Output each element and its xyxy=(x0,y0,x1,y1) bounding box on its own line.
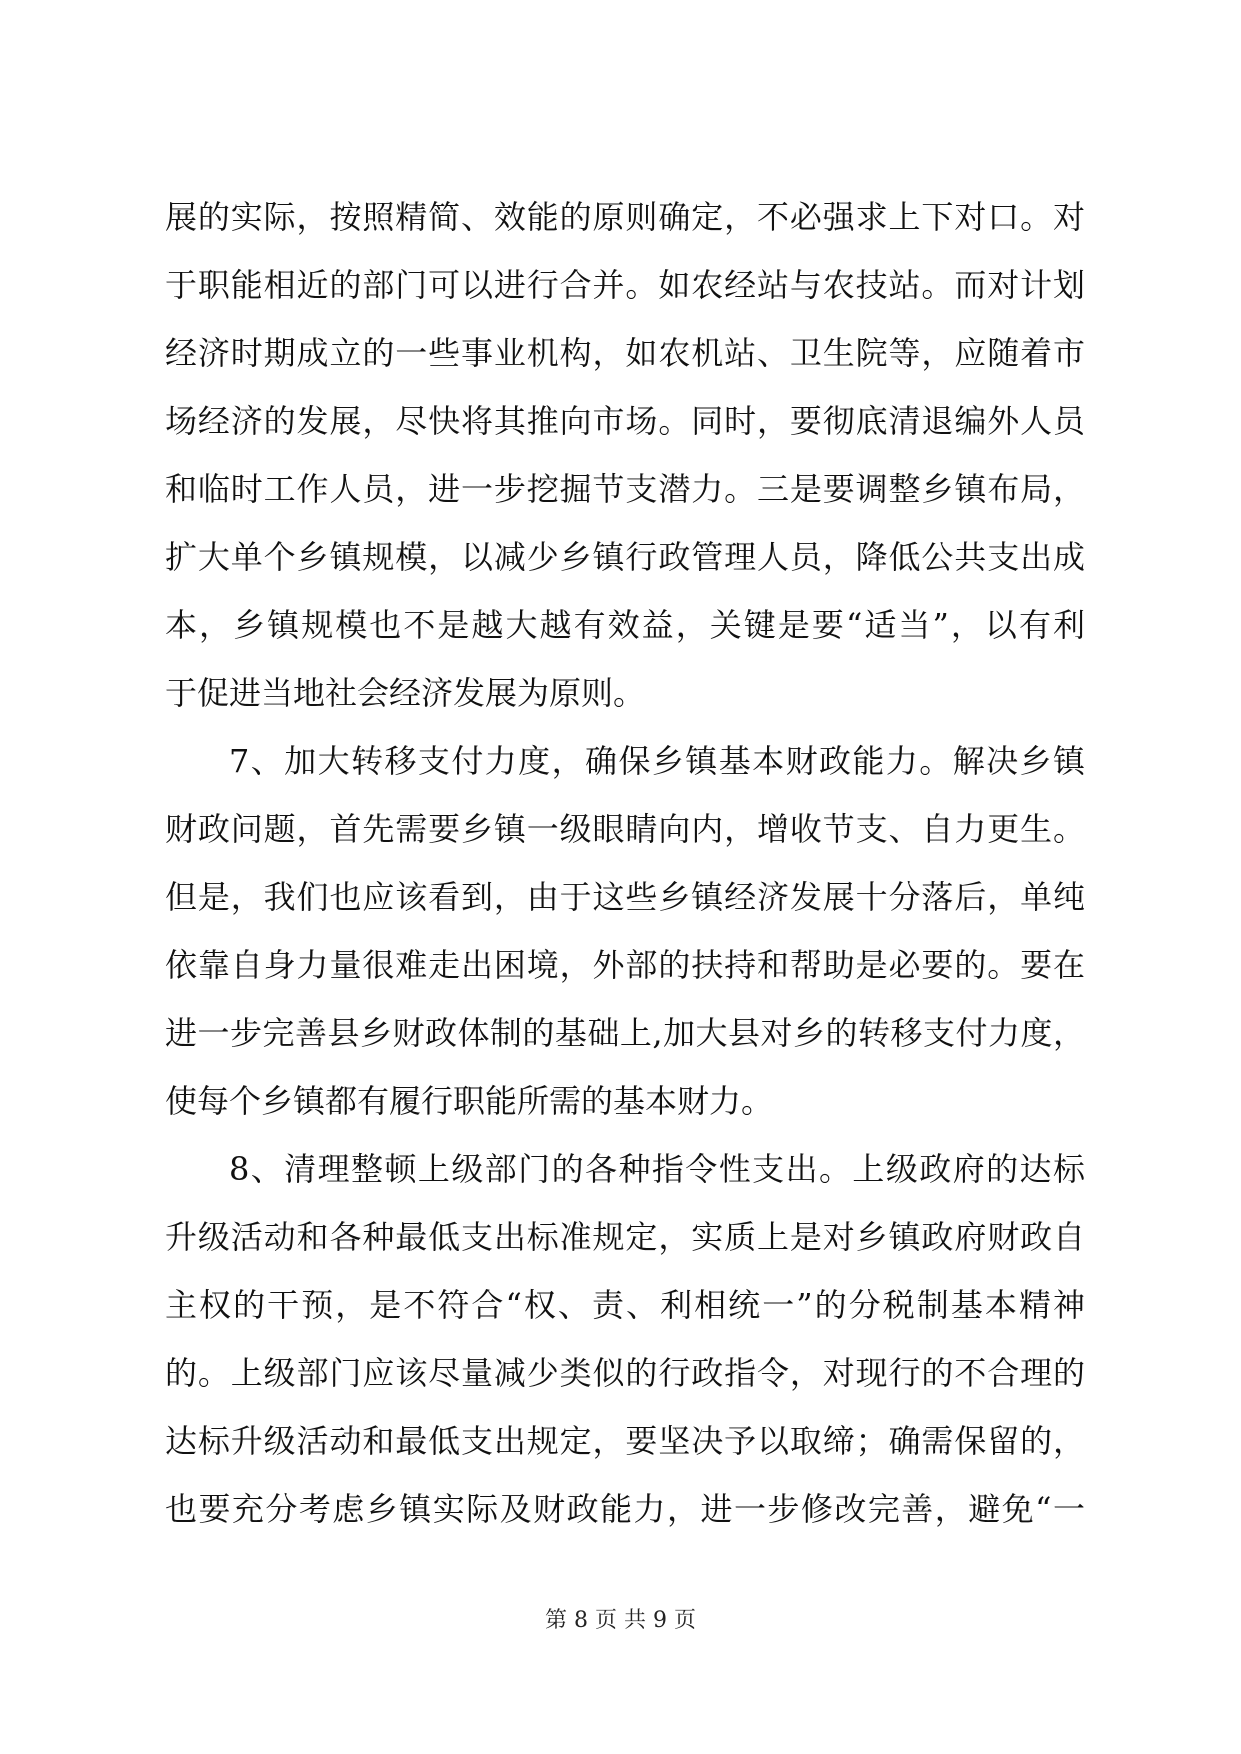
paragraph-8-heading-line: 8、清理整顿上级部门的各种指令性支出。上级政府的达标 xyxy=(229,1150,1085,1188)
paragraph-7-heading-line: 7、加大转移支付力度，确保乡镇基本财政能力。解决乡镇 xyxy=(229,742,1085,780)
body-text-line: 经济时期成立的一些事业机构，如农机站、卫生院等，应随着市 xyxy=(165,334,1085,372)
body-text-line: 进一步完善县乡财政体制的基础上,加大县对乡的转移支付力度， xyxy=(165,1014,1085,1052)
body-text-line: 财政问题，首先需要乡镇一级眼睛向内，增收节支、自力更生。 xyxy=(165,810,1085,848)
page-footer: 第 8 页 共 9 页 xyxy=(545,1608,696,1633)
body-text-line: 展的实际，按照精简、效能的原则确定，不必强求上下对口。对 xyxy=(165,198,1085,236)
body-text-line: 于职能相近的部门可以进行合并。如农经站与农技站。而对计划 xyxy=(165,266,1085,304)
body-text-line: 本，乡镇规模也不是越大越有效益，关键是要“适当”，以有利 xyxy=(165,606,1085,644)
body-text-line: 达标升级活动和最低支出规定，要坚决予以取缔；确需保留的， xyxy=(165,1422,1085,1460)
body-text-line: 升级活动和各种最低支出标准规定，实质上是对乡镇政府财政自 xyxy=(165,1218,1085,1256)
body-text-line: 主权的干预，是不符合“权、责、利相统一”的分税制基本精神 xyxy=(165,1286,1085,1324)
body-text-line: 于促进当地社会经济发展为原则。 xyxy=(165,674,646,712)
body-text-line: 使每个乡镇都有履行职能所需的基本财力。 xyxy=(165,1082,774,1120)
body-text-line: 依靠自身力量很难走出困境，外部的扶持和帮助是必要的。要在 xyxy=(165,946,1085,984)
body-text-line: 也要充分考虑乡镇实际及财政能力，进一步修改完善，避免“一 xyxy=(165,1490,1085,1528)
body-text-line: 扩大单个乡镇规模，以减少乡镇行政管理人员，降低公共支出成 xyxy=(165,538,1085,576)
body-text-line: 场经济的发展，尽快将其推向市场。同时，要彻底清退编外人员 xyxy=(165,402,1085,440)
body-text-line: 和临时工作人员，进一步挖掘节支潜力。三是要调整乡镇布局， xyxy=(165,470,1085,508)
body-text-line: 的。上级部门应该尽量减少类似的行政指令，对现行的不合理的 xyxy=(165,1354,1085,1392)
body-text-line: 但是，我们也应该看到，由于这些乡镇经济发展十分落后，单纯 xyxy=(165,878,1085,916)
